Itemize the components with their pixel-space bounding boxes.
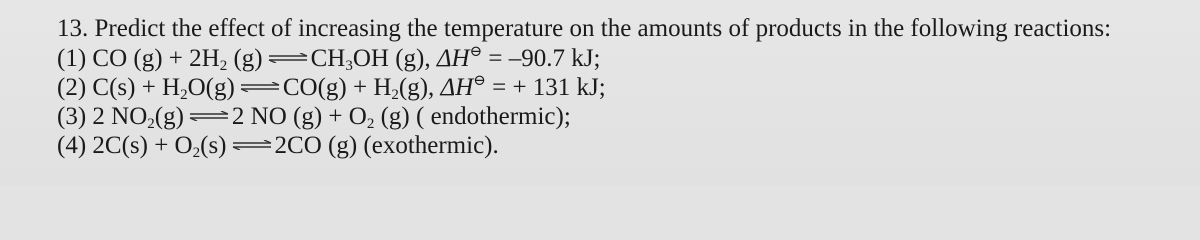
- question-text: [57, 14, 1200, 43]
- reaction-label: (2): [57, 74, 87, 101]
- reactants: $C(s) + H_2O(g)$: [92, 74, 235, 103]
- products: $CH_3OH$ (g),: [310, 45, 437, 74]
- reaction-label: (3): [57, 103, 87, 130]
- equilibrium-arrow-icon: [188, 111, 230, 121]
- equilibrium-arrow-icon: [239, 82, 281, 92]
- reaction-2: [57, 73, 1200, 102]
- reaction-label: (4): [57, 132, 87, 159]
- question-statement: 13. Predict the effect of increasing the temperature on the amounts of products in the following reactions:: [57, 15, 1112, 42]
- reaction-1: [57, 44, 1200, 73]
- equilibrium-arrow-icon: [267, 53, 309, 63]
- equilibrium-arrow-icon: [231, 140, 273, 150]
- reactants: $2C(s) + O_2(s)$: [92, 132, 227, 161]
- products: 2 NO $(g) + O_2$ (g) ( endothermic);: [231, 103, 571, 132]
- reactants: 2 $NO_2(g)$: [92, 103, 184, 132]
- products: 2CO (g) (exothermic).: [274, 132, 499, 159]
- enthalpy-change: ΔH⊖ = –90.7 kJ;: [436, 44, 601, 72]
- reaction-label: (1): [57, 45, 87, 72]
- reaction-3: [57, 102, 1200, 131]
- reaction-4: [57, 131, 1200, 160]
- reactants: CO $(g) + 2H_2$ (g): [92, 45, 263, 74]
- products: $CO(g) + H_2(g)$,: [282, 74, 441, 103]
- enthalpy-change: ΔH⊖ = + 131 kJ;: [440, 73, 606, 101]
